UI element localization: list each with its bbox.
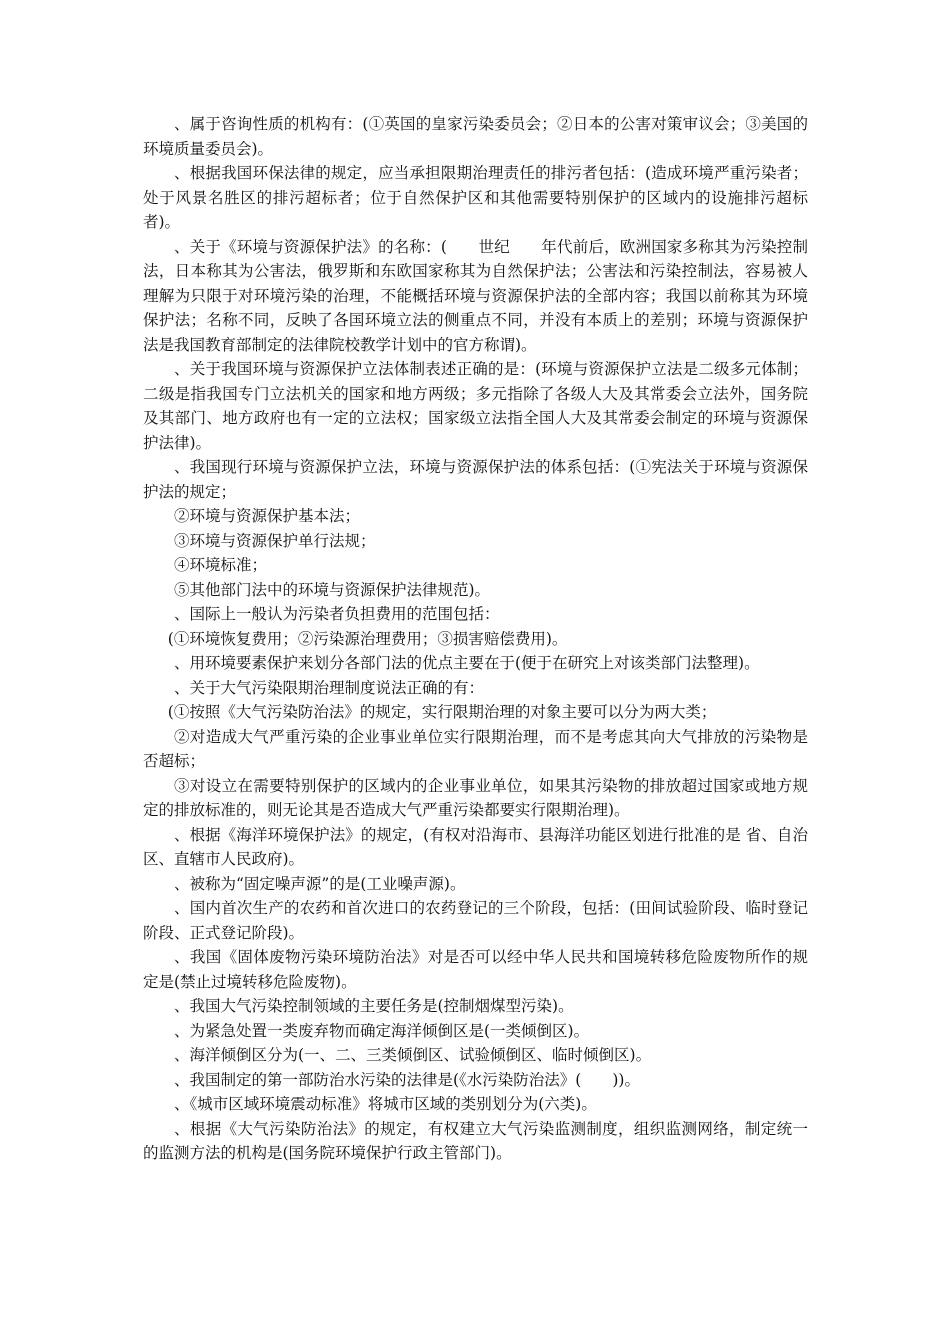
list-item: ④环境标准； — [174, 556, 268, 574]
paragraph: 、国内首次生产的农药和首次进口的农药登记的三个阶段，包括：(田间试验阶段、临时登记阶段、正式登记阶段)。 — [143, 899, 808, 942]
paragraph: 、根据《海洋环境保护法》的规定，(有权对沿海市、县海洋功能区划进行批准的是 省、自治区、直辖市人民政府)。 — [143, 825, 808, 868]
paragraph: 、属于咨询性质的机构有：(①英国的皇家污染委员会；②日本的公害对策审议会；③美国的环境质量委员会)。 — [143, 115, 808, 158]
paragraph: 、被称为“固定噪声源”的是(工业噪声源)。 — [174, 874, 466, 893]
paragraph: 、《城市区域环境震动标准》将城市区域的类别划分为(六类)。 — [174, 1095, 597, 1113]
paragraph: 、我国《固体废物污染环境防治法》对是否可以经中华人民共和国境转移危险废物所作的规定是(禁止过境转移危险废物)。 — [143, 948, 808, 991]
paragraph: 、用环境要素保护来划分各部门法的优点主要在于(便于在研究上对该类部门法整理)。 — [174, 654, 760, 672]
paragraph: 、根据《大气污染防治法》的规定，有权建立大气污染监测制度，组织监测网络，制定统一的监测方法的机构是(国务院环境保护行政主管部门)。 — [143, 1119, 808, 1162]
paragraph: 、关于我国环境与资源保护立法体制表述正确的是：(环境与资源保护立法是二级多元体制；二级是指我国专门立法机关的国家和地方两级；多元指除了各级人大及其常委会立法外，国务院及其部门、地方政府也有一定的立法权；国家级立法指全国人大及其常委会制定的环境与资源保护法律)。 — [143, 360, 808, 452]
paragraph: 、根据我国环保法律的规定，应当承担限期治理责任的排污者包括：(造成环境严重污染者；处于风景名胜区的排污超标者；位于自然保护区和其他需要特别保护的区域内的设施排污超标者)。 — [143, 164, 808, 231]
list-item: ③环境与资源保护单行法规； — [174, 531, 376, 550]
paragraph: 、国际上一般认为污染者负担费用的范围包括： — [174, 605, 500, 623]
paragraph: 、我国大气污染控制领域的主要任务是(控制烟煤型污染)。 — [174, 997, 574, 1015]
list-item: ②对造成大气严重污染的企业事业单位实行限期治理，而不是考虑其向大气排放的污染物是否超标； — [143, 727, 808, 770]
list-item: (①按照《大气污染防治法》的规定，实行限期治理的对象主要可以分为两大类； — [167, 703, 717, 721]
paragraph: 、我国现行环境与资源保护立法，环境与资源保护法的体系包括：(①宪法关于环境与资源保护法的规定； — [143, 458, 808, 501]
paragraph: 、关于《环境与资源保护法》的名称：( 世纪 年代前后，欧洲国家多称其为污染控制法，日本称其为公害法，俄罗斯和东欧国家称其为自然保护法；公害法和污染控制法，容易被人理解为只限于对环境污染的治理，不能概括环境与资源保护法的全部内容；我国以前称其为环境保护法；名称不同，反映了各国环境立法的侧重点不同，并没有本质上的差别；环境与资源保护法是我国教育部制定的法律院校教学计划中的官方称谓)。 — [143, 237, 808, 354]
paragraph: 、海洋倾倒区分为(一、二、三类倾倒区、试验倾倒区、临时倾倒区)。 — [174, 1046, 652, 1064]
list-item: (①环境恢复费用；②污染源治理费用；③损害赔偿费用)。 — [167, 629, 568, 648]
list-item: ⑤其他部门法中的环境与资源保护法律规范)。 — [174, 580, 491, 599]
paragraph: 、关于大气污染限期治理制度说法正确的有： — [174, 678, 485, 697]
paragraph: 、为紧急处置一类废弃物而确定海洋倾倒区是(一类倾倒区)。 — [174, 1021, 590, 1040]
paragraph: 、我国制定的第一部防治水污染的法律是(《水污染防治法》( ))。 — [174, 1070, 640, 1089]
list-item: ③对设立在需要特别保护的区域内的企业事业单位，如果其污染物的排放超过国家或地方规定的排放标准的，则无论其是否造成大气严重污染都要实行限期治理)。 — [143, 776, 808, 819]
list-item: ②环境与资源保护基本法； — [174, 507, 361, 525]
document-body — [143, 112, 808, 1166]
